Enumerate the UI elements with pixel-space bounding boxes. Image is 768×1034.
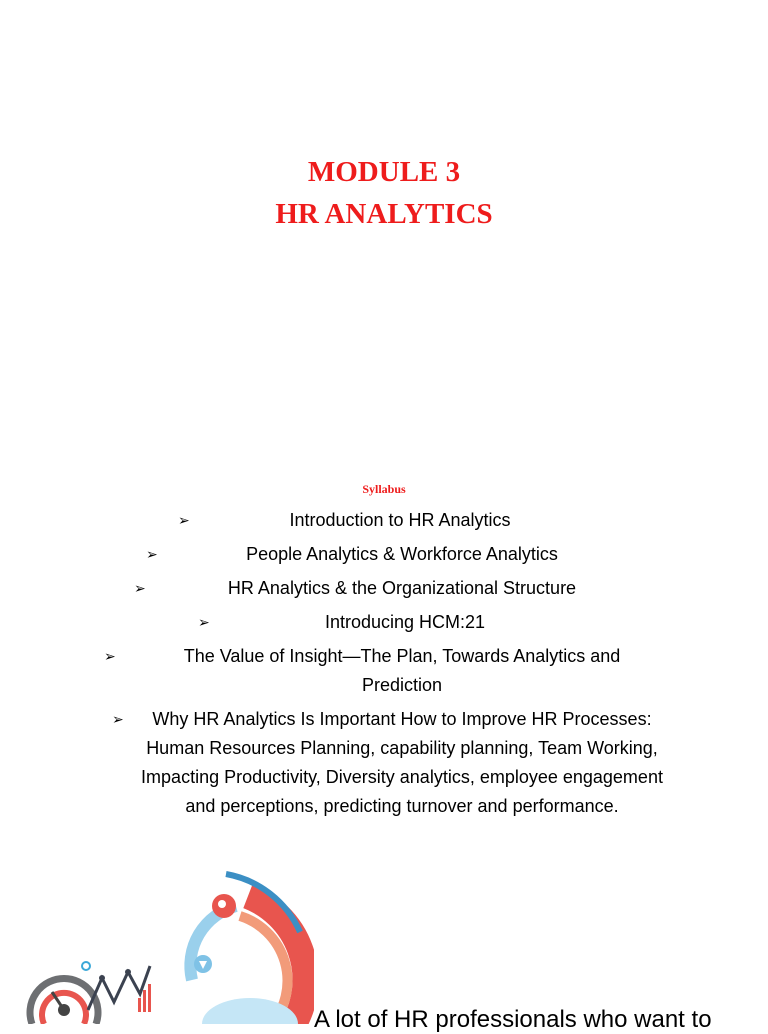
- bar-chart-icon: [138, 984, 151, 1012]
- donut-chart-icon: [190, 874, 305, 1024]
- syllabus-item-label: HR Analytics & the Organizational Structure: [227, 578, 577, 598]
- arrow-bullet-icon: ➢: [134, 580, 146, 596]
- module-subtitle: HR ANALYTICS: [275, 198, 493, 230]
- arrow-bullet-icon: ➢: [198, 614, 210, 630]
- syllabus-item-label: The Value of Insight—The Plan, Towards Analytics and Prediction: [183, 646, 621, 695]
- syllabus-item-label: Why HR Analytics Is Important How to Improve HR Processes: Human Resources Planning, capability planning, Team Working, Impacting Productivity, Diversity analytics, employee engagement and perceptions, predicting turnover and performance.: [141, 709, 663, 816]
- syllabus-item-label: Introducing HCM:21: [324, 612, 486, 632]
- arrow-bullet-icon: ➢: [146, 546, 158, 562]
- syllabus-item-label: People Analytics & Workforce Analytics: [246, 544, 558, 564]
- gear-icon: [82, 962, 90, 970]
- module-title: MODULE 3: [307, 156, 461, 188]
- arrow-bullet-icon: ➢: [104, 648, 116, 664]
- analytics-illustration: [0, 860, 314, 1024]
- gauge-icon: [30, 979, 98, 1024]
- arrow-bullet-icon: ➢: [178, 512, 190, 528]
- body-text-partial: A lot of HR professionals who want to: [314, 1006, 712, 1033]
- arrow-bullet-icon: ➢: [112, 711, 124, 727]
- syllabus-heading: Syllabus: [362, 482, 406, 496]
- syllabus-item-label: Introduction to HR Analytics: [289, 510, 511, 530]
